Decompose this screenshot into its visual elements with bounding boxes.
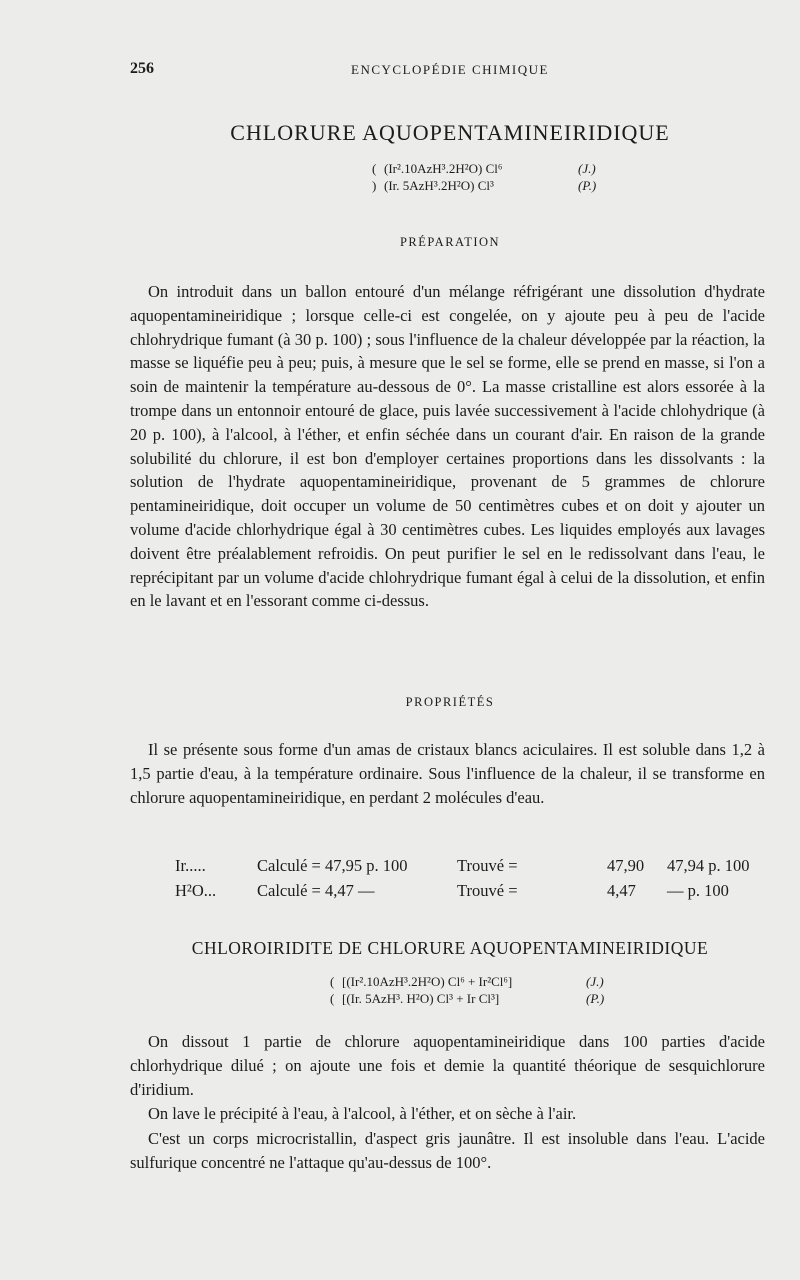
formula-row (330, 973, 604, 990)
calc-label: Calculé = (257, 856, 321, 875)
formula-source: (J.) (586, 974, 604, 989)
found-value-2: — p. 100 (667, 881, 729, 900)
formula-source: (P.) (586, 991, 605, 1006)
calculated-value (257, 878, 457, 903)
formula-source: (P.) (578, 178, 597, 193)
running-head: ENCYCLOPÉDIE CHIMIQUE (351, 62, 549, 77)
element-label: H²O... (175, 881, 217, 900)
page-number: 256 (130, 60, 154, 77)
chemical-formula: [(Ir. 5AzH³. H²O) Cl³ + Ir Cl³] (342, 991, 500, 1006)
dissolution-paragraph: On dissout 1 partie de chlorure aquopentamineiridique dans 100 parties d'acide chlorhydrique dilué ; on ajoute une fois et demie la quantité théorique de sesquichlorure d'iridium. (130, 1032, 765, 1099)
analysis-table (175, 853, 767, 903)
formula-row (372, 177, 596, 194)
element-label: Ir..... (175, 856, 206, 875)
preparation-heading: PRÉPARATION (399, 235, 501, 249)
description-paragraph: C'est un corps microcristallin, d'aspect gris jaunâtre. Il est insoluble dans l'eau. L'acide sulfurique concentré ne l'attaque qu'au-dessus de 100°. (130, 1129, 765, 1172)
calculated-value (257, 853, 457, 878)
found-value-1: 47,90 (607, 856, 645, 875)
section-title-chlorure: CHLORURE AQUOPENTAMINEIRIDIQUE (230, 120, 670, 145)
chemical-formula: (Ir².10AzH³.2H²O) Cl⁶ (384, 161, 503, 176)
formula-block-chlorure (372, 160, 596, 194)
formula-row (372, 160, 596, 177)
calc-label: Calculé = (257, 881, 321, 900)
section-title-chloroiridite: CHLOROIRIDITE DE CHLORURE AQUOPENTAMINEIRIDIQUE (191, 938, 709, 958)
calc-value: 4,47 — (324, 881, 375, 900)
found-label: Trouvé = (457, 856, 518, 875)
washing-paragraph: On lave le précipité à l'eau, à l'alcool, à l'éther, et on sèche à l'air. (148, 1104, 577, 1123)
analysis-row-ir (175, 853, 767, 878)
brace: ( (330, 991, 335, 1006)
preparation-paragraph: On introduit dans un ballon entouré d'un mélange réfrigérant une dissolution d'hydrate aquopentamineiridique ; lorsque celle-ci est congelée, on y ajoute peu à peu de l'acide chlohrydrique fumant (à 30 p. 100) ; sous l'influence de la chaleur développée par la réaction, la masse se liquéfie peu à peu; puis, à mesure que le sel se forme, elle se prend en masse, si l'on a soin de maintenir la température au-dessous de 0°. La masse cristalline est alors essorée à la trompe dans un entonnoir entouré de glace, puis lavée successivement à l'acide chlohydrique (à 20 p. 100), à l'alcool, à l'éther, et enfin séchée dans un courant d'air. En raison de la grande solubilité du chlorure, il est bon d'employer certaines proportions dans les dissolvants : la solution de l'hydrate aquopentamineiridique, provenant de 5 grammes de chlorure pentamineiridique, doit occuper un volume de 50 centimètres cubes et on doit y ajouter un volume d'acide chlorhydrique égal à 30 centimètres cubes. Les liquides employés aux lavages doivent être préalablement refroidis. On peut purifier le sel en le redissolvant dans l'eau, le reprécipitant par un volume d'acide chlohrydrique fumant égal à celui de la dissolution, et enfin en le lavant et en l'essorant comme ci-dessus. (130, 282, 765, 611)
found-label: Trouvé = (457, 881, 518, 900)
properties-heading: PROPRIÉTÉS (405, 695, 495, 709)
page-header (130, 60, 770, 82)
found-value-1: 4,47 (607, 881, 636, 900)
formula-block-chloroiridite (330, 973, 604, 1007)
found-value-2: 47,94 p. 100 (667, 856, 750, 875)
formula-row (330, 990, 604, 1007)
chemical-formula: (Ir. 5AzH³.2H²O) Cl³ (384, 178, 494, 193)
analysis-row-h2o (175, 878, 767, 903)
brace: ) (372, 178, 377, 193)
formula-source: (J.) (578, 161, 596, 176)
calc-value: 47,95 p. 100 (324, 856, 408, 875)
chemical-formula: [(Ir².10AzH³.2H²O) Cl⁶ + Ir²Cl⁶] (342, 974, 513, 989)
properties-paragraph: Il se présente sous forme d'un amas de cristaux blancs aciculaires. Il est soluble dans 1,2 à 1,5 partie d'eau, à la température ordinaire. Sous l'influence de la chaleur, il se transforme en chlorure aquopentamineiridique, en perdant 2 molécules d'eau. (130, 740, 765, 807)
brace: ( (372, 161, 377, 176)
brace: ( (330, 974, 335, 989)
